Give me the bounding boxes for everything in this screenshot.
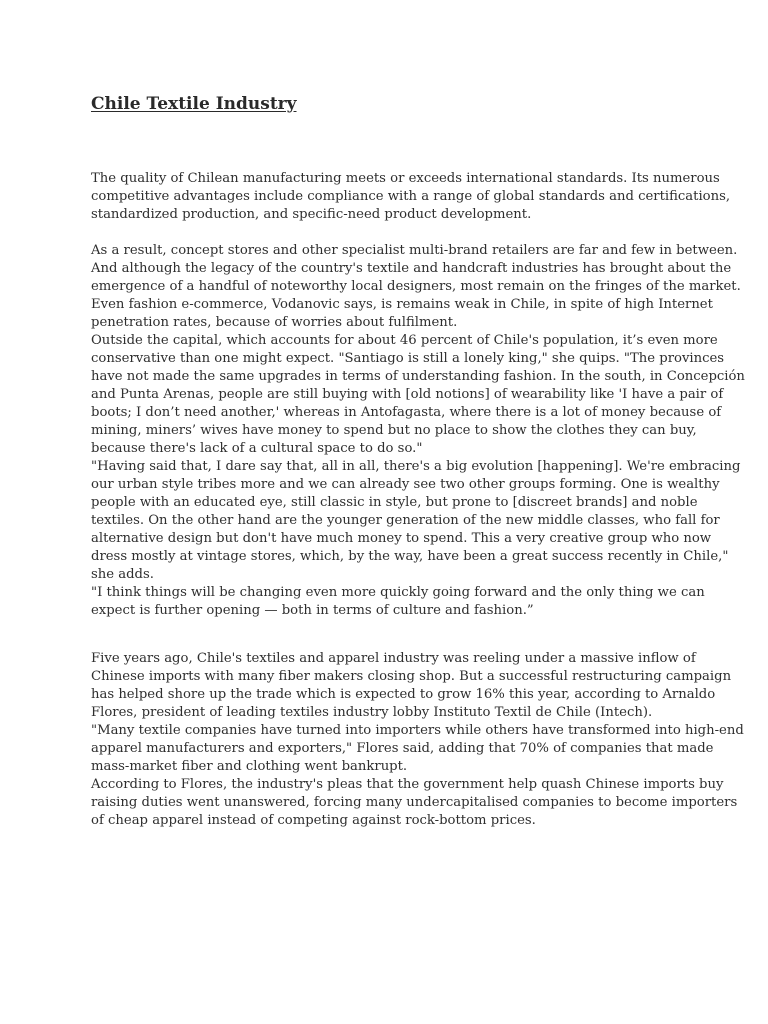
paragraph-line: Five years ago, Chile's textiles and apparel industry was reeling under a massive inflow of xyxy=(91,651,696,666)
paragraph-line: mass-market fiber and clothing went bankrupt. xyxy=(91,759,408,774)
paragraph-line: Even fashion e-commerce, Vodanovic says, is remains weak in Chile, in spite of high Internet xyxy=(91,297,713,312)
paragraph-line: dress mostly at vintage stores, which, by the way, have been a great success recently in Chile," xyxy=(91,549,729,564)
paragraph-intro xyxy=(91,170,731,224)
paragraph-imports xyxy=(91,650,744,830)
paragraph-line: has helped shore up the trade which is expected to grow 16% this year, according to Arnaldo xyxy=(91,687,716,702)
paragraph-line: And although the legacy of the country's textile and handcraft industries has brought about the xyxy=(91,261,732,276)
paragraph-line: have not made the same upgrades in terms of understanding fashion. In the south, in Concepción xyxy=(91,369,745,384)
paragraph-line: and Punta Arenas, people are still buying with [old notions] of wearability like 'I have a pair of xyxy=(91,387,724,402)
paragraph-line: expect is further opening — both in terms of culture and fashion.” xyxy=(91,603,534,618)
paragraph-line: According to Flores, the industry's pleas that the government help quash Chinese imports buy xyxy=(91,777,724,792)
paragraph-line: "I think things will be changing even more quickly going forward and the only thing we can xyxy=(91,585,705,600)
paragraph-line: standardized production, and specific-need product development. xyxy=(91,207,532,222)
paragraph-retail xyxy=(91,242,745,620)
paragraph-line: Outside the capital, which accounts for about 46 percent of Chile's population, it’s even more xyxy=(91,333,718,348)
paragraph-line: penetration rates, because of worries about fulfilment. xyxy=(91,315,458,330)
paragraph-line: textiles. On the other hand are the younger generation of the new middle classes, who fall for xyxy=(91,513,720,528)
paragraph-line: Flores, president of leading textiles industry lobby Instituto Textil de Chile (Intech). xyxy=(91,705,653,720)
paragraph-line: competitive advantages include compliance with a range of global standards and certifications, xyxy=(91,189,731,204)
paragraph-line: The quality of Chilean manufacturing meets or exceeds international standards. Its numerous xyxy=(91,171,720,186)
paragraph-line: "Having said that, I dare say that, all in all, there's a big evolution [happening]. We're embracing xyxy=(91,459,741,474)
paragraph-line: As a result, concept stores and other specialist multi-brand retailers are far and few in between. xyxy=(91,243,738,258)
paragraph-line: raising duties went unanswered, forcing many undercapitalised companies to become importers xyxy=(91,795,738,810)
paragraph-line: she adds. xyxy=(91,567,154,582)
paragraph-line: boots; I don’t need another,' whereas in Antofagasta, where there is a lot of money because of xyxy=(91,405,722,420)
paragraph-line: mining, miners’ wives have money to spend but no place to show the clothes they can buy, xyxy=(91,423,697,438)
paragraph-line: alternative design but don't have much money to spend. This a very creative group who now xyxy=(91,531,712,546)
document-title: Chile Textile Industry xyxy=(91,94,297,114)
paragraph-line: "Many textile companies have turned into importers while others have transformed into high-end xyxy=(91,723,744,738)
paragraph-line: of cheap apparel instead of competing against rock-bottom prices. xyxy=(91,813,536,828)
paragraph-line: our urban style tribes more and we can already see two other groups forming. One is wealthy xyxy=(91,477,720,492)
paragraph-line: Chinese imports with many fiber makers closing shop. But a successful restructuring campaign xyxy=(91,669,732,684)
paragraph-line: conservative than one might expect. "Santiago is still a lonely king," she quips. "The provinces xyxy=(91,351,725,366)
paragraph-line: apparel manufacturers and exporters," Flores said, adding that 70% of companies that made xyxy=(91,741,714,756)
paragraph-line: because there's lack of a cultural space to do so." xyxy=(91,441,423,456)
paragraph-line: emergence of a handful of noteworthy local designers, most remain on the fringes of the market. xyxy=(91,279,741,294)
paragraph-line: people with an educated eye, still classic in style, but prone to [discreet brands] and noble xyxy=(91,495,698,510)
